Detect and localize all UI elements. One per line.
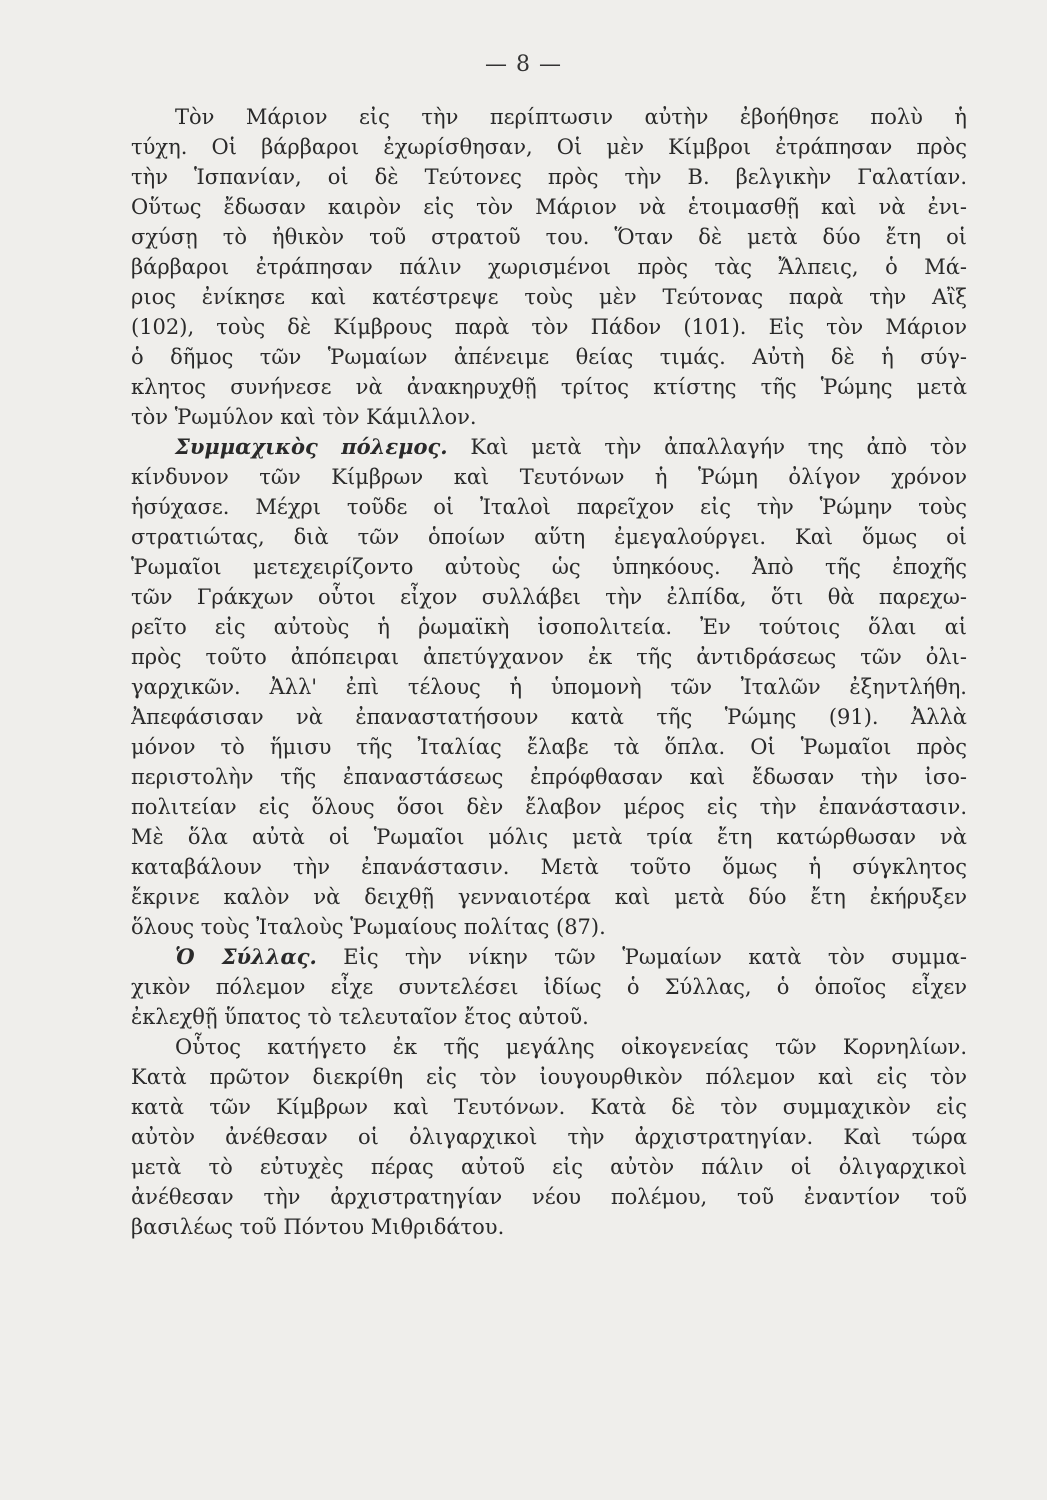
text-line: Κατὰ πρῶτον διεκρίθη εἰς τὸν ἰουγουρθικὸν πόλεμον καὶ εἰς τὸν (131, 1065, 967, 1089)
text-line: στρατιώτας, διὰ τῶν ὁποίων αὕτη ἐμεγαλούργει. Καὶ ὅμως οἱ (131, 525, 967, 549)
text-line: χικὸν πόλεμον εἶχε συντελέσει ἰδίως ὁ Σύλλας, ὁ ὁποῖος εἶχεν (131, 975, 967, 999)
text-line: βάρβαροι ἐτράπησαν πάλιν χωρισμένοι πρὸς τὰς Ἄλπεις, ὁ Μά- (131, 255, 967, 279)
text-line: Οὗτος κατήγετο ἐκ τῆς μεγάλης οἰκογενείας τῶν Κορνηλίων. (175, 1035, 967, 1059)
text-line: ἔκρινε καλὸν νὰ δειχθῇ γενναιοτέρα καὶ μετὰ δύο ἔτη ἐκήρυξεν (131, 885, 967, 909)
text-line: (102), τοὺς δὲ Κίμβρους παρὰ τὸν Πάδον (101). Εἰς τὸν Μάριον (131, 315, 967, 339)
text-line: πολιτείαν εἰς ὅλους ὅσοι δὲν ἔλαβον μέρος εἰς τὴν ἐπανάστασιν. (131, 795, 967, 819)
text-line: καταβάλουν τὴν ἐπανάστασιν. Μετὰ τοῦτο ὅμως ἡ σύγκλητος (131, 855, 967, 879)
text-line: ριος ἐνίκησε καὶ κατέστρεψε τοὺς μὲν Τεύτονας παρὰ τὴν Αἲξ (131, 285, 967, 309)
text-line: τὴν Ἱσπανίαν, οἱ δὲ Τεύτονες πρὸς τὴν Β. βελγικὴν Γαλατίαν. (131, 165, 967, 189)
text-line-rest: Καὶ μετὰ τὴν ἀπαλλαγήν της ἀπὸ τὸν (447, 435, 967, 459)
text-line: αὐτὸν ἀνέθεσαν οἱ ὀλιγαρχικοὶ τὴν ἀρχιστρατηγίαν. Καὶ τώρα (131, 1125, 967, 1149)
paragraph-sulla-origins (131, 1032, 967, 1242)
text-line: κίνδυνον τῶν Κίμβρων καὶ Τευτόνων ἡ Ῥώμη ὀλίγον χρόνον (131, 465, 967, 489)
paragraph-social-war (131, 432, 967, 942)
text-line: ὅλους τοὺς Ἰταλοὺς Ῥωμαίους πολίτας (87). (131, 915, 606, 939)
text-line: σχύσῃ τὸ ἠθικὸν τοῦ στρατοῦ του. Ὅταν δὲ μετὰ δύο ἔτη οἱ (131, 225, 967, 249)
text-line (131, 432, 967, 462)
body-text (131, 102, 967, 1242)
text-line: Ἀπεφάσισαν νὰ ἐπαναστατήσουν κατὰ τῆς Ῥώμης (91). Ἀλλὰ (131, 705, 967, 729)
text-line: περιστολὴν τῆς ἐπαναστάσεως ἐπρόφθασαν καὶ ἔδωσαν τὴν ἰσο- (131, 765, 967, 789)
text-line: Τὸν Μάριον εἰς τὴν περίπτωσιν αὐτὴν ἐβοήθησε πολὺ ἡ (175, 105, 967, 129)
text-line: τύχη. Οἱ βάρβαροι ἐχωρίσθησαν, Οἱ μὲν Κίμβροι ἐτράπησαν πρὸς (131, 135, 967, 159)
text-line: Οὕτως ἔδωσαν καιρὸν εἰς τὸν Μάριον νὰ ἑτοιμασθῇ καὶ νὰ ἐνι- (131, 195, 967, 219)
text-line: ρεῖτο εἰς αὐτοὺς ἡ ῥωμαϊκὴ ἰσοπολιτεία. Ἐν τούτοις ὅλαι αἱ (131, 615, 967, 639)
text-line: Μὲ ὅλα αὐτὰ οἱ Ῥωμαῖοι μόλις μετὰ τρία ἔτη κατώρθωσαν νὰ (131, 825, 967, 849)
text-line: ἐκλεχθῇ ὕπατος τὸ τελευταῖον ἔτος αὐτοῦ. (131, 1005, 589, 1029)
text-line (131, 942, 967, 972)
text-line: κλητος συνήνεσε νὰ ἀνακηρυχθῇ τρίτος κτίστης τῆς Ῥώμης μετὰ (131, 375, 967, 399)
paragraph-sulla (131, 942, 967, 1032)
text-line: πρὸς τοῦτο ἀπόπειραι ἀπετύγχανον ἐκ τῆς ἀντιδράσεως τῶν ὀλι- (131, 645, 967, 669)
section-heading-sulla: Ὁ Σύλλας. (175, 944, 317, 969)
section-heading-social-war: Συμμαχικὸς πόλεμος. (175, 434, 448, 459)
text-line: μετὰ τὸ εὐτυχὲς πέρας αὐτοῦ εἰς αὐτὸν πάλιν οἱ ὀλιγαρχικοὶ (131, 1155, 967, 1179)
paragraph-marius (131, 102, 967, 432)
text-line: τὸν Ῥωμύλον καὶ τὸν Κάμιλλον. (131, 405, 477, 429)
text-line: μόνον τὸ ἥμισυ τῆς Ἰταλίας ἔλαβε τὰ ὅπλα. Οἱ Ῥωμαῖοι πρὸς (131, 735, 967, 759)
text-line: ὁ δῆμος τῶν Ῥωμαίων ἀπένειμε θείας τιμάς. Αὐτὴ δὲ ἡ σύγ- (131, 345, 967, 369)
page-number: — 8 — (485, 52, 562, 77)
text-line: γαρχικῶν. Ἀλλ' ἐπὶ τέλους ἡ ὑπομονὴ τῶν Ἰταλῶν ἐξηντλήθη. (131, 675, 967, 699)
text-line: ἀνέθεσαν τὴν ἀρχιστρατηγίαν νέου πολέμου, τοῦ ἐναντίον τοῦ (131, 1185, 967, 1209)
text-line: κατὰ τῶν Κίμβρων καὶ Τευτόνων. Κατὰ δὲ τὸν συμμαχικὸν εἰς (131, 1095, 967, 1119)
text-line-rest: Εἰς τὴν νίκην τῶν Ῥωμαίων κατὰ τὸν συμμα- (316, 945, 967, 969)
text-line: τῶν Γράκχων οὗτοι εἶχον συλλάβει τὴν ἐλπίδα, ὅτι θὰ παρεχω- (131, 585, 967, 609)
text-line: Ῥωμαῖοι μετεχειρίζοντο αὐτοὺς ὡς ὑπηκόους. Ἀπὸ τῆς ἐποχῆς (131, 555, 967, 579)
text-line: βασιλέως τοῦ Πόντου Μιθριδάτου. (131, 1215, 505, 1239)
text-line: ἡσύχασε. Μέχρι τοῦδε οἱ Ἰταλοὶ παρεῖχον εἰς τὴν Ῥώμην τοὺς (131, 495, 967, 519)
